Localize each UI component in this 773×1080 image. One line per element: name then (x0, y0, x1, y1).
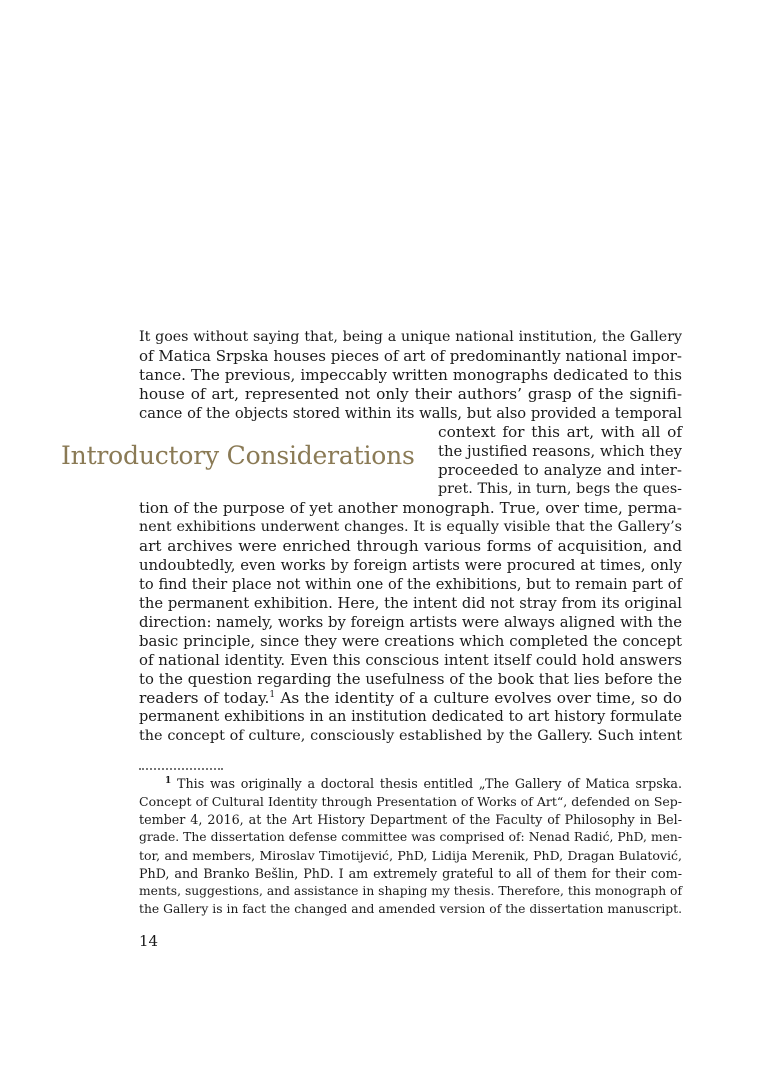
section-heading: Introductory Considerations (61, 441, 415, 470)
body-line: nent exhibitions underwent changes. It is equally visible that the Gallery’s (139, 519, 682, 535)
body-line: pret. This, in turn, begs the ques- (438, 481, 682, 497)
body-line: context for this art, with all of (438, 423, 682, 441)
body-line: cance of the objects stored within its walls, but also provided a temporal (139, 405, 682, 422)
footnote-line: tember 4, 2016, at the Art History Department of the Faculty of Philosophy in Bel- (139, 812, 682, 827)
footnote-line: Concept of Cultural Identity through Presentation of Works of Art“, defended on Sep- (139, 794, 682, 809)
footnote-line (165, 775, 682, 793)
body-line: of Matica Srpska houses pieces of art of predominantly national impor- (139, 347, 682, 365)
footnote-line: grade. The dissertation defense committee was comprised of: Nenad Radić, PhD, men- (139, 830, 682, 844)
footnote-line: ments, suggestions, and assistance in shaping my thesis. Therefore, this monograph of (139, 884, 682, 898)
footnote-number: 1 (165, 776, 172, 786)
footnote-separator (139, 768, 223, 770)
footnote-reference[interactable]: 1 (269, 690, 276, 700)
body-line: of national identity. Even this conscious intent itself could hold answers (139, 651, 682, 669)
body-line: It goes without saying that, being a unique national institution, the Gallery (139, 329, 682, 345)
body-line: art archives were enriched through various forms of acquisition, and (139, 537, 682, 555)
body-line: tance. The previous, impeccably written monographs dedicated to this (139, 366, 682, 384)
page-number: 14 (139, 932, 159, 950)
footnote-line: the Gallery is in fact the changed and amended version of the dissertation manuscript. (139, 902, 682, 916)
body-line: the concept of culture, consciously established by the Gallery. Such intent (139, 728, 682, 744)
footnote-line: tor, and members, Miroslav Timotijević, PhD, Lidija Merenik, PhD, Dragan Bulatović, (139, 848, 682, 863)
body-line-end: As the identity of a culture evolves over time, so do (280, 689, 682, 707)
body-line: permanent exhibitions in an institution dedicated to art history formulate (139, 709, 682, 725)
body-line: direction: namely, works by foreign artists were always aligned with the (139, 614, 682, 631)
body-line: to find their place not within one of the exhibitions, but to remain part of (139, 576, 682, 593)
body-line: house of art, represented not only their authors’ grasp of the signifi- (139, 385, 682, 403)
footnote-line-text: This was originally a doctoral thesis entitled „The Gallery of Matica srpska. (177, 776, 682, 791)
body-line-start: readers of today. (139, 689, 270, 707)
body-line: the permanent exhibition. Here, the intent did not stray from its original (139, 595, 682, 612)
body-line: undoubtedly, even works by foreign artists were procured at times, only (139, 557, 682, 574)
body-line: tion of the purpose of yet another monograph. True, over time, perma- (139, 499, 682, 517)
body-line: proceeded to analyze and inter- (438, 461, 682, 479)
body-line: to the question regarding the usefulness of the book that lies before the (139, 671, 682, 688)
body-line (139, 689, 682, 708)
body-line: the justified reasons, which they (438, 443, 682, 460)
body-line: basic principle, since they were creations which completed the concept (139, 632, 682, 650)
footnote-line: PhD, and Branko Bešlin, PhD. I am extremely grateful to all of them for their com- (139, 866, 682, 881)
